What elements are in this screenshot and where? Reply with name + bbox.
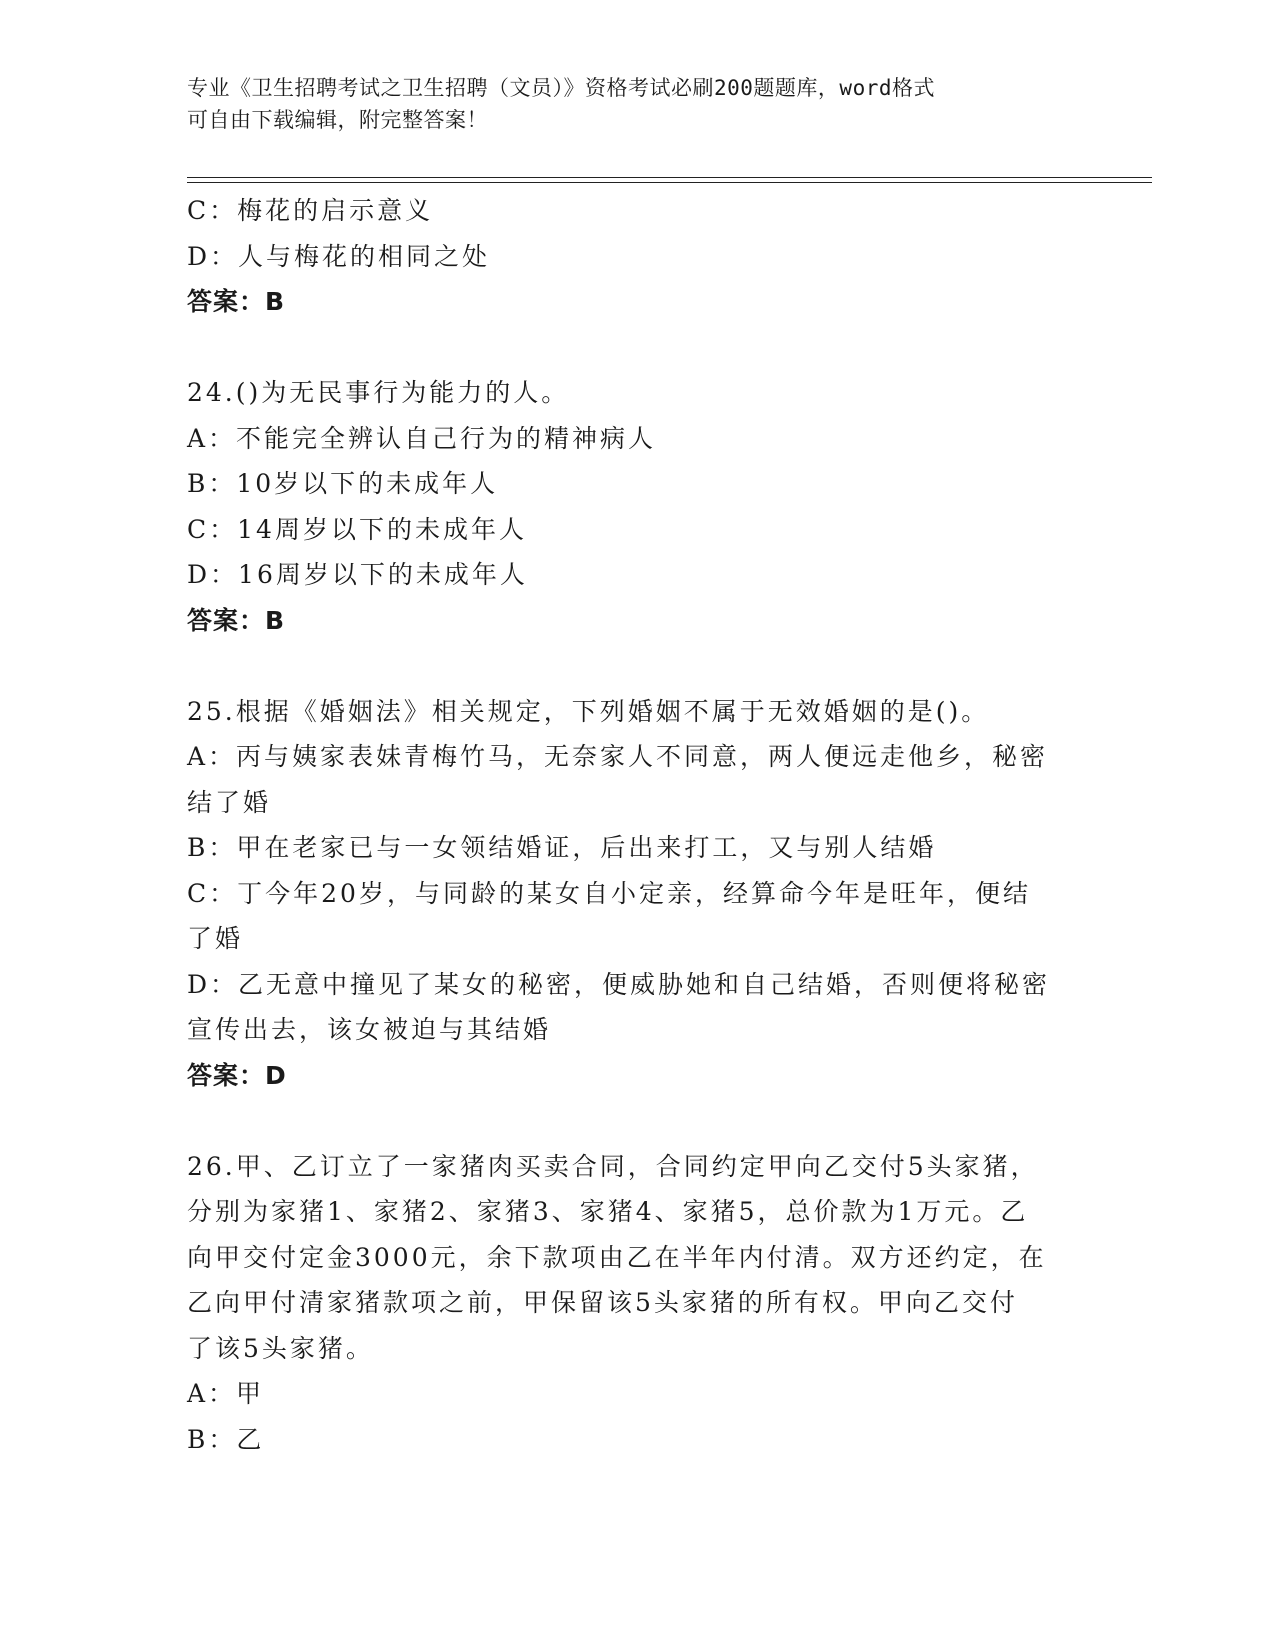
q25-option-b: B：甲在老家已与一女领结婚证，后出来打工，又与别人结婚: [187, 833, 937, 862]
q26-stem-line-2: 分别为家猪1、家猪2、家猪3、家猪4、家猪5，总价款为1万元。乙: [187, 1197, 1029, 1226]
header-divider-bottom: [187, 182, 1152, 183]
q26-stem-line-4: 乙向甲付清家猪款项之前，甲保留该5头家猪的所有权。甲向乙交付: [187, 1288, 1018, 1317]
q23-option-d: D：人与梅花的相同之处: [187, 241, 491, 271]
header-title-line-1: 专业《卫生招聘考试之卫生招聘（文员）》资格考试必刷200题题库，word格式: [187, 76, 935, 100]
question-content: [187, 188, 1087, 1462]
q25-option-d-line-2: 宣传出去，该女被迫与其结婚: [187, 1015, 552, 1044]
header-divider-top: [187, 177, 1152, 178]
q26-stem-line-3: 向甲交付定金3000元，余下款项由乙在半年内付清。双方还约定，在: [187, 1242, 1047, 1272]
q24-option-d: D：16周岁以下的未成年人: [187, 560, 528, 589]
spacer: [187, 325, 1087, 371]
q23-answer: 答案：B: [187, 287, 286, 316]
spacer: [187, 1098, 1087, 1144]
q25-option-c-line-1: C：丁今年20岁，与同龄的某女自小定亲，经算命今年是旺年，便结: [187, 878, 1031, 908]
q25-option-d-line-1: D：乙无意中撞见了某女的秘密，便威胁她和自己结婚，否则便将秘密: [187, 969, 1051, 999]
q26-stem-line-1: 26.甲、乙订立了一家猪肉买卖合同，合同约定甲向乙交付5头家猪，: [187, 1151, 1039, 1181]
spacer: [187, 643, 1087, 689]
q24-option-c: C：14周岁以下的未成年人: [187, 514, 527, 544]
q25-option-a-line-1: A：丙与姨家表妹青梅竹马，无奈家人不同意，两人便远走他乡，秘密: [187, 742, 1049, 771]
q25-stem: 25.根据《婚姻法》相关规定，下列婚姻不属于无效婚姻的是()。: [187, 696, 990, 726]
q26-option-b: B：乙: [187, 1424, 265, 1454]
q26-stem-line-5: 了该5头家猪。: [187, 1333, 374, 1363]
q24-answer: 答案：B: [187, 605, 286, 635]
q26-option-a: A：甲: [187, 1379, 265, 1408]
q24-stem: 24.()为无民事行为能力的人。: [187, 378, 570, 407]
q25-option-a-line-2: 结了婚: [187, 787, 272, 817]
header-title-line-2: 可自由下载编辑，附完整答案！: [187, 108, 488, 132]
q25-option-c-line-2: 了婚: [187, 924, 244, 953]
q25-answer: 答案：D: [187, 1060, 287, 1090]
q24-option-a: A：不能完全辨认自己行为的精神病人: [187, 423, 657, 453]
q24-option-b: B：10岁以下的未成年人: [187, 469, 499, 498]
q23-option-c: C：梅花的启示意义: [187, 196, 434, 225]
document-header: [187, 72, 1067, 136]
